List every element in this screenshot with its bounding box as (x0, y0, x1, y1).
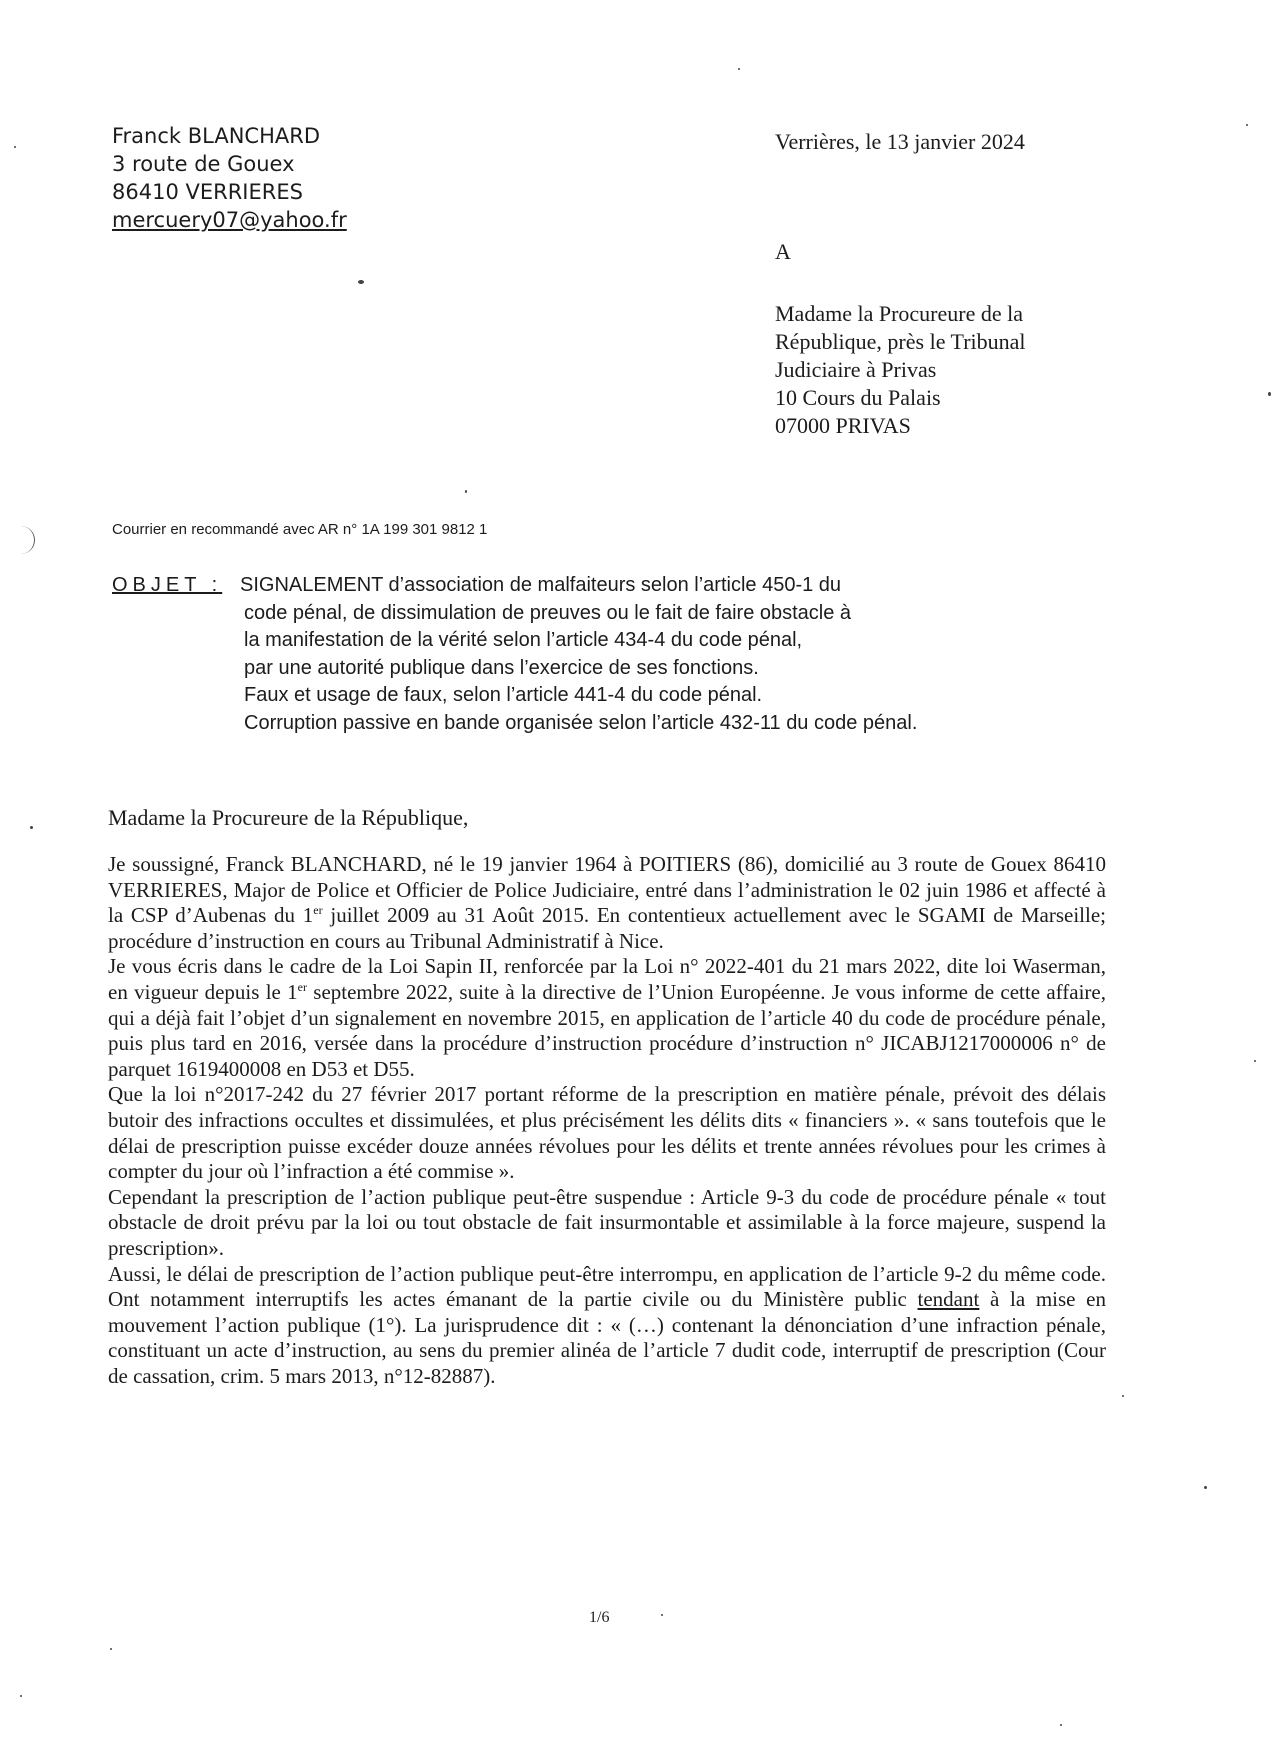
paragraph-text: Aussi, le délai de prescription de l’action publique peut-être interrompu, en application de l’article 9-2 du même code. Ont notamment interruptifs les actes émanant de la partie civile ou du Ministère public (108, 1261, 1106, 1312)
recipient-line: République, près le Tribunal (775, 329, 1026, 354)
scan-speck (358, 280, 364, 284)
paragraph-text: septembre 2022, suite à la directive de l’Union Européenne. Je vous informe de cette affaire, qui a déjà fait l’objet d’un signalement en novembre 2015, en application de l’article 40 du code de procédure pénale, puis plus tard en 2016, versée dans la procédure d’instruction procédure d’instruction n° JICABJ1217000006 n° de parquet 1619400008 en D53 et D55. (108, 979, 1106, 1081)
scan-mark (20, 526, 35, 554)
paragraph-text: Je soussigné, Franck BLANCHARD, né le 19 janvier 1964 à POITIERS (86), domicilié au 3 route de Gouex 86410 VERRIERES, Major de Police et Officier de Police Judiciaire, entré dans l’administration le 02 juin 1986 et affecté à la CSP d’Aubenas du 1 (108, 852, 1106, 928)
scan-speck (1060, 1724, 1062, 1726)
body-paragraph (108, 954, 1106, 1082)
place-date: Verrières, le 13 janvier 2024 (775, 129, 1025, 154)
recipient-block (775, 300, 1026, 440)
subject-lines (240, 572, 918, 737)
scan-speck (1204, 1486, 1207, 1489)
underlined-word: tendant (917, 1287, 980, 1312)
ordinal-suffix: er (297, 979, 307, 994)
sender-street: 3 route de Gouex (112, 152, 295, 176)
ordinal-suffix: er (313, 903, 323, 918)
scan-speck (30, 826, 33, 829)
page-number: 1/6 (589, 1609, 610, 1626)
sender-city: 86410 VERRIERES (112, 180, 303, 204)
salutation: Madame la Procureure de la République, (108, 805, 469, 830)
scan-speck (738, 68, 740, 70)
subject-line: par une autorité publique dans l’exercice de ses fonctions. (244, 656, 759, 679)
sender-email: mercuery07@yahoo.fr (112, 208, 347, 232)
subject-line: la manifestation de la vérité selon l’article 434-4 du code pénal, (244, 629, 803, 651)
scan-speck (661, 1614, 663, 1616)
sender-block (112, 122, 347, 234)
body-paragraph (108, 1262, 1106, 1390)
subject-line: code pénal, de dissimulation de preuves ou le fait de faire obstacle à (244, 601, 852, 624)
paragraph-text: juillet 2009 au 31 Août 2015. En contentieux actuellement avec le SGAMI de Marseille; procédure d’instruction en cours au Tribunal Administratif à Nice. (108, 903, 1106, 953)
scan-speck (465, 490, 467, 493)
letter-body (108, 852, 1106, 1389)
scan-speck (1122, 1395, 1124, 1397)
scan-speck (1246, 124, 1248, 126)
sender-name: Franck BLANCHARD (112, 124, 320, 148)
subject-line: Corruption passive en bande organisée selon l’article 432-11 du code pénal. (244, 711, 918, 734)
recipient-line: Madame la Procureure de la (775, 301, 1023, 326)
scan-speck (110, 1648, 112, 1650)
recipient-prefix: A (775, 239, 791, 264)
subject-line: SIGNALEMENT d’association de malfaiteurs selon l’article 450-1 du (240, 574, 842, 596)
body-paragraph: Cependant la prescription de l’action publique peut-être suspendue : Article 9-3 du code de procédure pénale « tout obstacle de droit prévu par la loi ou tout obstacle de fait insurmontable et assimilable à la force majeure, suspend la prescription». (108, 1184, 1106, 1260)
scan-speck (1254, 1060, 1256, 1062)
registered-mail-note: Courrier en recommandé avec AR n° 1A 199 301 9812 1 (112, 521, 488, 538)
subject-label: OBJET : (112, 574, 223, 596)
body-paragraph: Que la loi n°2017-242 du 27 février 2017 portant réforme de la prescription en matière pénale, prévoit des délais butoir des infractions occultes et dissimulées, et plus précisément les délits dits « financiers ». « sans toutefois que le délai de prescription puisse excéder douze années révolues pour les délits et trente années révolues pour les crimes à compter du jour où l’infraction a été commise ». (108, 1082, 1106, 1184)
paragraph-text: à la mise en mouvement l’action publique (1°). La jurisprudence dit : « (…) contenant la dénonciation d’une infraction pénale, constituant un acte d’instruction, au sens du premier alinéa de l’article 7 dudit code, interruptif de prescription (Cour de cassation, crim. 5 mars 2013, n°12-82887). (108, 1287, 1106, 1388)
paragraph-text: Je vous écris dans le cadre de la Loi Sapin II, renforcée par la Loi n° 2022-401 du 21 mars 2022, dite loi Waserman, en vigueur depuis le 1 (108, 954, 1106, 1004)
scan-speck (20, 1695, 22, 1697)
body-paragraph (108, 852, 1106, 954)
recipient-line: 10 Cours du Palais (775, 385, 941, 410)
scan-speck (14, 146, 16, 148)
recipient-line: Judiciaire à Privas (775, 357, 937, 382)
subject-line: Faux et usage de faux, selon l’article 441-4 du code pénal. (244, 684, 763, 706)
recipient-line: 07000 PRIVAS (775, 413, 911, 438)
scan-speck (1268, 392, 1271, 396)
